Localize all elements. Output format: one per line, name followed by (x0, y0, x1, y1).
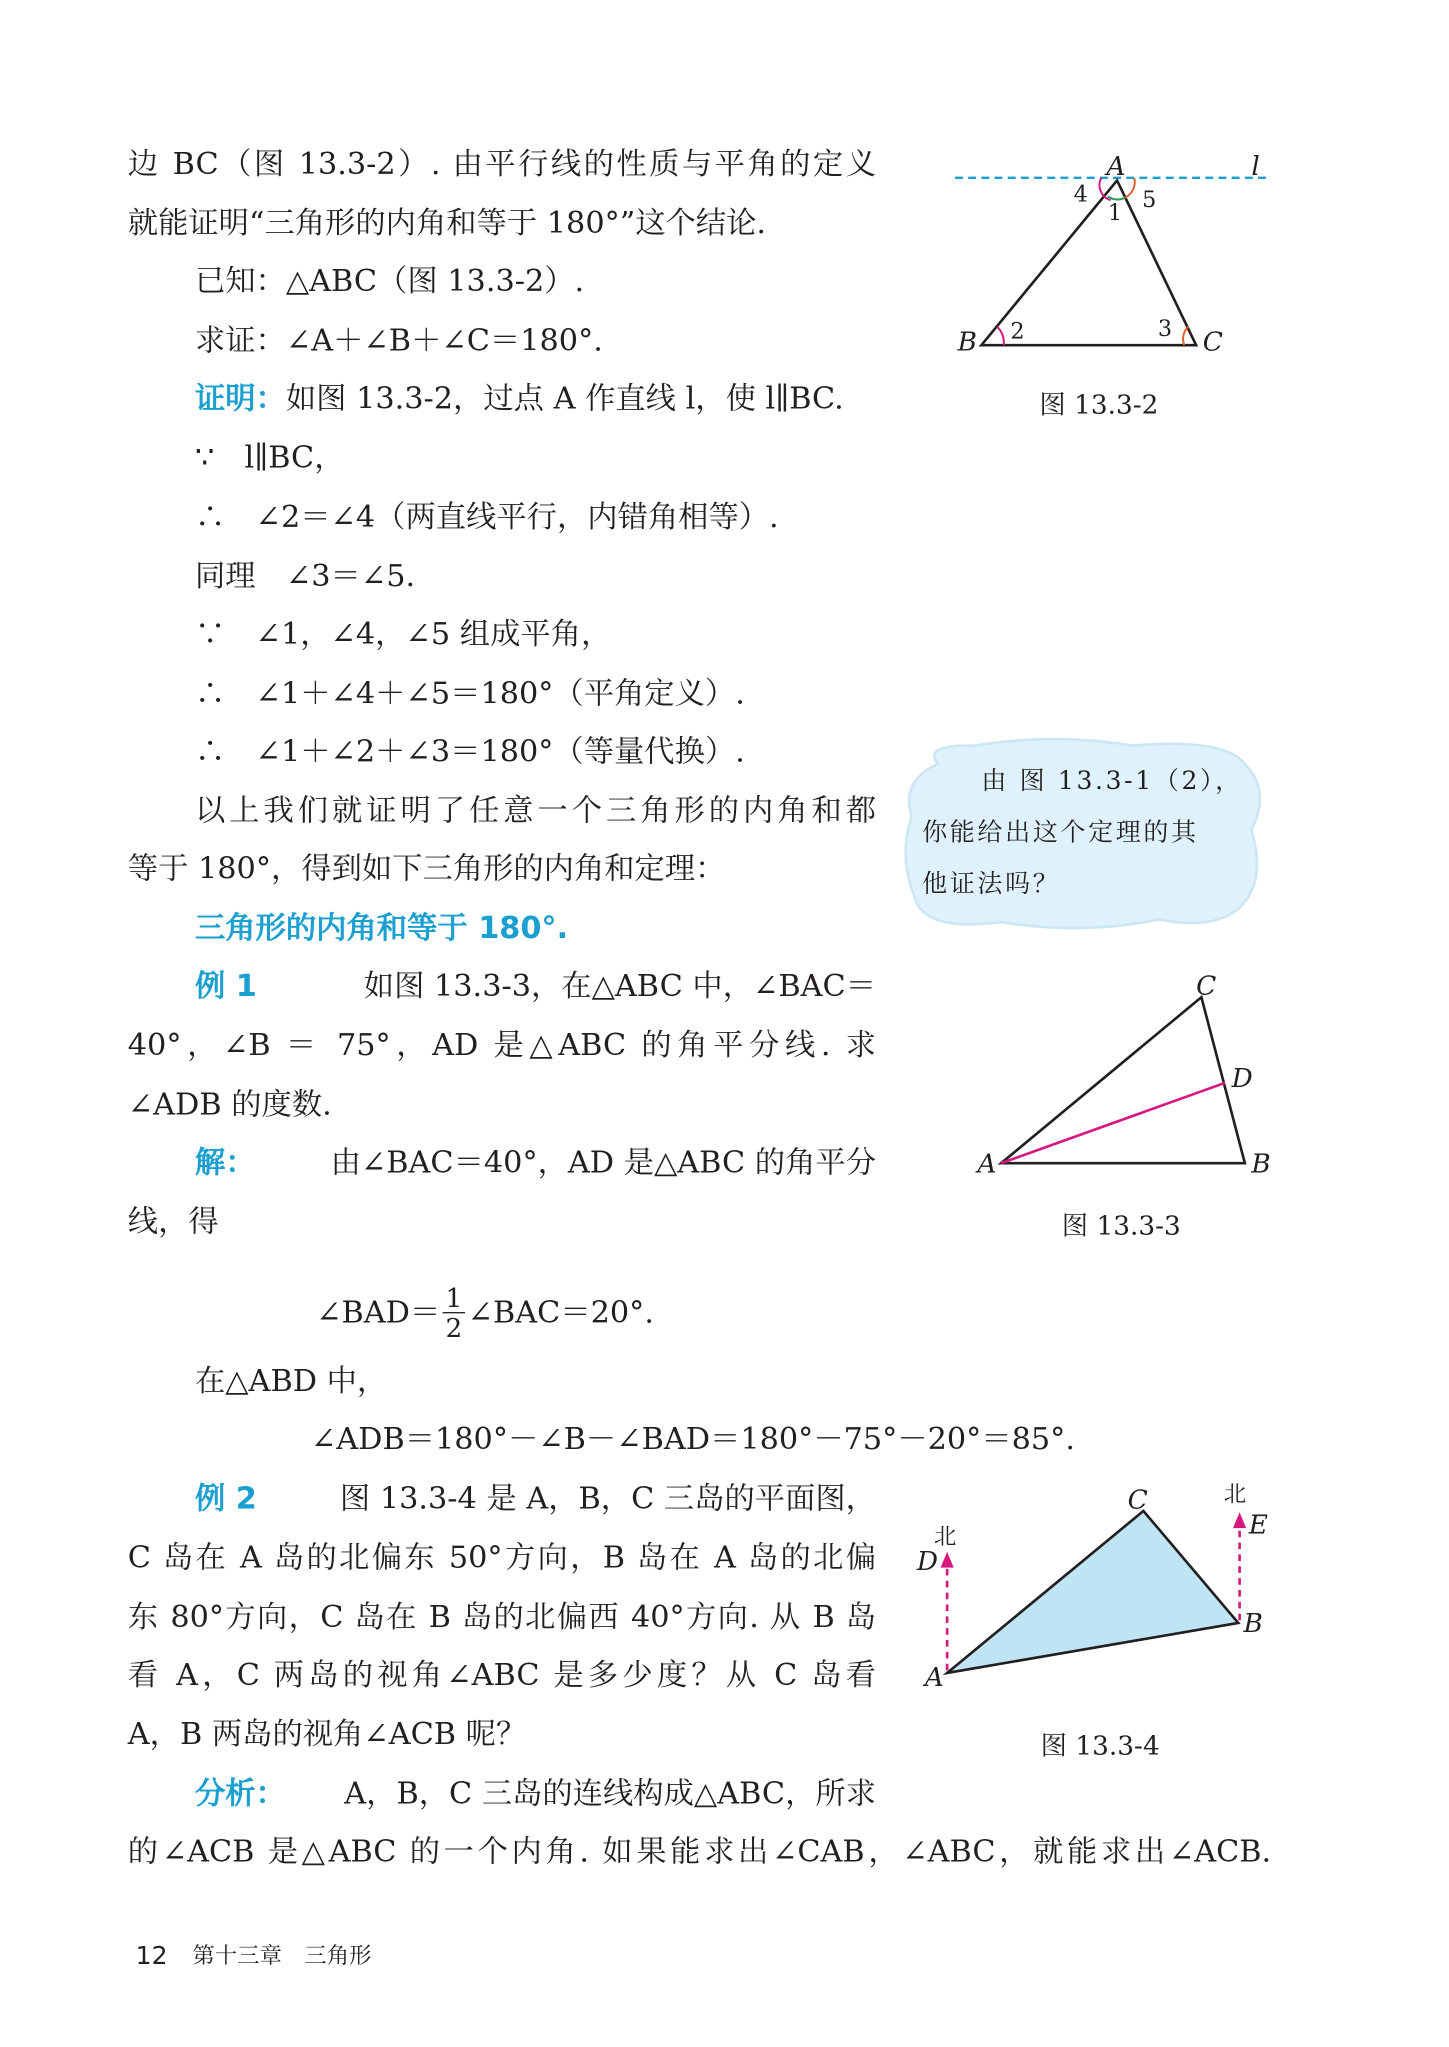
bubble-text: 由 图 13.3-1（2）， (981, 766, 1243, 796)
proof-step: ∴ ∠1＋∠2＋∠3＝180°（等量代换）. (194, 735, 745, 770)
given-line: 已知：△ABC（图 13.3-2）. (194, 264, 585, 300)
theorem: 三角形的内角和等于 180°. (194, 911, 569, 946)
text-line: 线，得 (127, 1205, 219, 1240)
label-c: C (1127, 1483, 1148, 1515)
text: 如图 13.3-3，在△ABC 中，∠BAC＝ (363, 969, 877, 1004)
text-line: A，B 两岛的视角∠ACB 呢？ (127, 1717, 527, 1753)
north-label: 北 (933, 1524, 957, 1551)
proof-step: ∵ ∠1，∠4，∠5 组成平角， (194, 617, 612, 653)
text-line: 在△ABD 中， (194, 1364, 388, 1399)
analysis-label: 分析： (194, 1777, 286, 1812)
proof-label: 证明： (194, 382, 286, 417)
label-a: A (1106, 150, 1126, 182)
label-e: E (1248, 1508, 1269, 1540)
label-d: D (1231, 1061, 1253, 1094)
equation: ∠ADB＝180°－∠B－∠BAD＝180°－75°－20°＝85°. (310, 1422, 1075, 1457)
text: 图 13.3-4 是 A，B，C 三岛的平面图， (339, 1481, 877, 1517)
arrowhead (1233, 1512, 1246, 1528)
label-c: C (1202, 325, 1223, 357)
proof-step: 同理 ∠3＝∠5. (194, 559, 416, 595)
label-3: 3 (1157, 316, 1173, 343)
text-line: 以上我们就证明了任意一个三角形的内角和都 (194, 794, 877, 829)
label-a: A (977, 1147, 997, 1179)
figure-caption: 图 13.3-2 (1039, 388, 1159, 421)
text-line: 看 A，C 两岛的视角∠ABC 是多少度？从 C 岛看 (127, 1658, 877, 1693)
proof-step: ∴ ∠1＋∠4＋∠5＝180°（平角定义）. (194, 677, 745, 712)
triangle-abc (1001, 997, 1245, 1163)
formula-left: ∠BAD＝ (316, 1295, 441, 1330)
north-label: 北 (1223, 1481, 1247, 1509)
bubble-text: 你能给出这个定理的其 (922, 818, 1199, 848)
label-b: B (1251, 1147, 1271, 1179)
text-line: 40°，∠B ＝ 75°，AD 是△ABC 的角平分线. 求 (127, 1028, 877, 1064)
figure-13-3-3 (1001, 997, 1245, 1163)
angle-2-arc (997, 327, 1004, 345)
solution-label: 解： (194, 1146, 256, 1181)
label-d: D (916, 1545, 938, 1577)
text: A，B，C 三岛的连线构成△ABC，所求 (344, 1777, 877, 1812)
figure-caption: 图 13.3-4 (1040, 1729, 1160, 1762)
label-5: 5 (1142, 187, 1157, 214)
text-line: 的∠ACB 是△ABC 的一个内角. 如果能求出∠CAB，∠ABC，就能求出∠ACB. (127, 1834, 1272, 1870)
proof-step: ∴ ∠2＝∠4（两直线平行，内错角相等）. (194, 500, 779, 535)
text-line: 边 BC（图 13.3-2）. 由平行线的性质与平角的定义 (127, 147, 877, 182)
text-line: 等于 180°，得到如下三角形的内角和定理： (127, 852, 726, 887)
example2-label: 例 2 (194, 1481, 257, 1517)
text-line: ∠ADB 的度数. (127, 1088, 332, 1123)
figure-caption: 图 13.3-3 (1061, 1209, 1181, 1241)
page-number: 12 (135, 1941, 168, 1971)
label-a: A (924, 1661, 944, 1693)
label-b: B (1243, 1607, 1263, 1639)
formula-right: ∠BAC＝20°. (467, 1295, 654, 1330)
bubble-text: 他证法吗？ (922, 869, 1061, 899)
label-4: 4 (1073, 181, 1088, 209)
example1-label: 例 1 (194, 969, 257, 1004)
angle-5-arc (1125, 178, 1135, 198)
proof-step: ∵ l∥BC， (194, 441, 345, 476)
numerator: 1 (443, 1283, 465, 1313)
text: 如图 13.3-2，过点 A 作直线 l，使 l∥BC. (285, 382, 844, 417)
text-line: 就能证明“三角形的内角和等于 180°”这个结论. (127, 206, 767, 242)
bisector-ad (1001, 1083, 1225, 1163)
label-2: 2 (1010, 318, 1025, 346)
text-line: C 岛在 A 岛的北偏东 50°方向，B 岛在 A 岛的北偏 (127, 1541, 877, 1576)
chapter-title: 第十三章 三角形 (192, 1943, 372, 1970)
label-c: C (1196, 969, 1217, 1002)
prove-line: 求证：∠A＋∠B＋∠C＝180°. (194, 324, 603, 359)
text-line: 东 80°方向，C 岛在 B 岛的北偏西 40°方向. 从 B 岛 (127, 1600, 877, 1635)
label-l: l (1251, 150, 1260, 182)
denominator: 2 (445, 1312, 463, 1344)
label-1: 1 (1107, 200, 1123, 227)
triangle-islands (947, 1511, 1238, 1673)
label-b: B (957, 325, 978, 357)
text: 由∠BAC＝40°，AD 是△ABC 的角平分 (330, 1146, 877, 1181)
figure-13-3-4 (941, 1511, 1247, 1673)
